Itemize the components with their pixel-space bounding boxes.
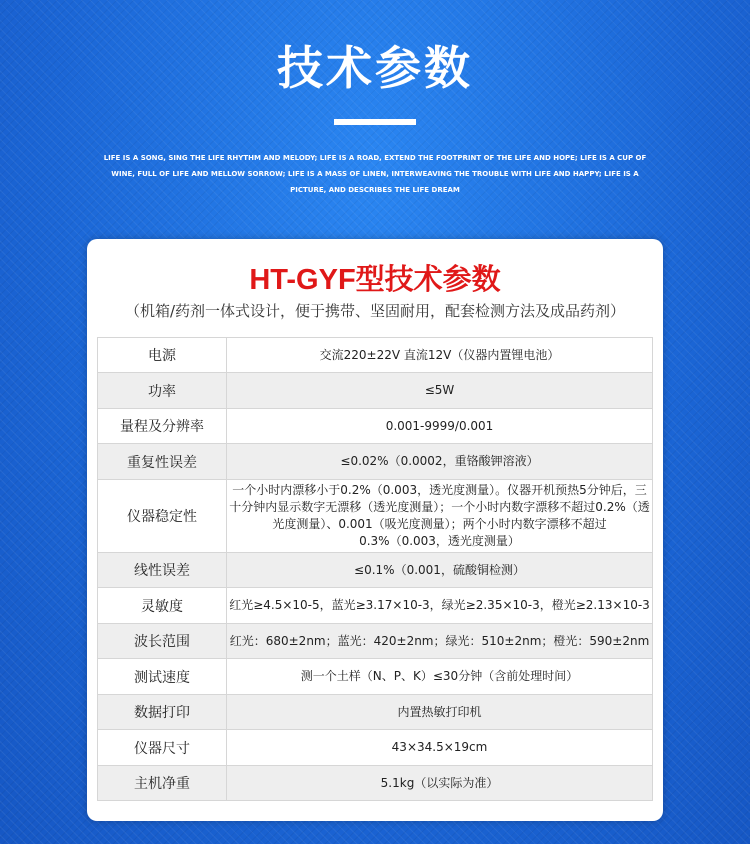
card-subtitle: （机箱/药剂一体式设计，便于携带、坚固耐用，配套检测方法及成品药剂） (124, 302, 626, 320)
spec-value: ≤0.02%（0.0002，重铬酸钾溶液） (227, 444, 653, 480)
spec-label: 测试速度 (98, 659, 227, 695)
spec-value: 交流220±22V 直流12V（仪器内置锂电池） (227, 338, 653, 373)
spec-label: 仪器稳定性 (98, 480, 227, 553)
spec-label: 波长范围 (98, 624, 227, 659)
table-row (98, 730, 653, 766)
page-title: 技术参数 (277, 41, 473, 95)
spec-value: 内置热敏打印机 (227, 695, 653, 730)
spec-label: 电源 (98, 338, 227, 373)
table-row (98, 553, 653, 588)
spec-value: ≤0.1%（0.001，硫酸铜检测） (227, 553, 653, 588)
table-row (98, 659, 653, 695)
spec-label: 数据打印 (98, 695, 227, 730)
spec-card (87, 239, 663, 821)
table-row (98, 766, 653, 801)
spec-table (97, 337, 653, 801)
spec-value: 5.1kg（以实际为准） (227, 766, 653, 801)
spec-value: 红光≥4.5×10-5，蓝光≥3.17×10-3，绿光≥2.35×10-3，橙光≥2.13×10-3 (227, 588, 653, 624)
table-row (98, 373, 653, 409)
spec-label: 功率 (98, 373, 227, 409)
spec-label: 仪器尺寸 (98, 730, 227, 766)
spec-value: 红光：680±2nm；蓝光：420±2nm；绿光：510±2nm；橙光：590±2nm (227, 624, 653, 659)
table-row (98, 444, 653, 480)
table-row (98, 409, 653, 444)
table-row (98, 588, 653, 624)
spec-value: 测一个土样（N、P、K）≤30分钟（含前处理时间） (227, 659, 653, 695)
spec-label: 量程及分辨率 (98, 409, 227, 444)
title-underline (334, 119, 416, 125)
card-title: HT-GYF型技术参数 (249, 264, 501, 296)
spec-label: 灵敏度 (98, 588, 227, 624)
spec-label: 重复性误差 (98, 444, 227, 480)
table-row (98, 624, 653, 659)
spec-value: ≤5W (227, 373, 653, 409)
spec-label: 主机净重 (98, 766, 227, 801)
spec-value: 0.001-9999/0.001 (227, 409, 653, 444)
table-row (98, 480, 653, 553)
table-row (98, 695, 653, 730)
spec-label: 线性误差 (98, 553, 227, 588)
tagline: LIFE IS A SONG, SING THE LIFE RHYTHM AND MELODY; LIFE IS A ROAD, EXTEND THE FOOTPRINT OF THE LIFE AND HOPE; LIFE IS A CUP OF WINE, FULL OF LIFE AND MELLOW SORROW; LIFE IS A MASS OF LINEN, INTERWEAVING THE TROUBLE WITH LIFE AND HAPPY; LIFE IS A PICTURE, AND DESCRIBES THE LIFE DREAM (103, 154, 647, 194)
spec-value: 43×34.5×19cm (227, 730, 653, 766)
spec-value: 一个小时内漂移小于0.2%（0.003，透光度测量）。仪器开机预热5分钟后，三十分钟内显示数字无漂移（透光度测量）；一个小时内数字漂移不超过0.2%（透光度测量）、0.001（吸光度测量）；两个小时内数字漂移不超过0.3%（0.003，透光度测量） (227, 480, 653, 553)
table-row (98, 338, 653, 373)
